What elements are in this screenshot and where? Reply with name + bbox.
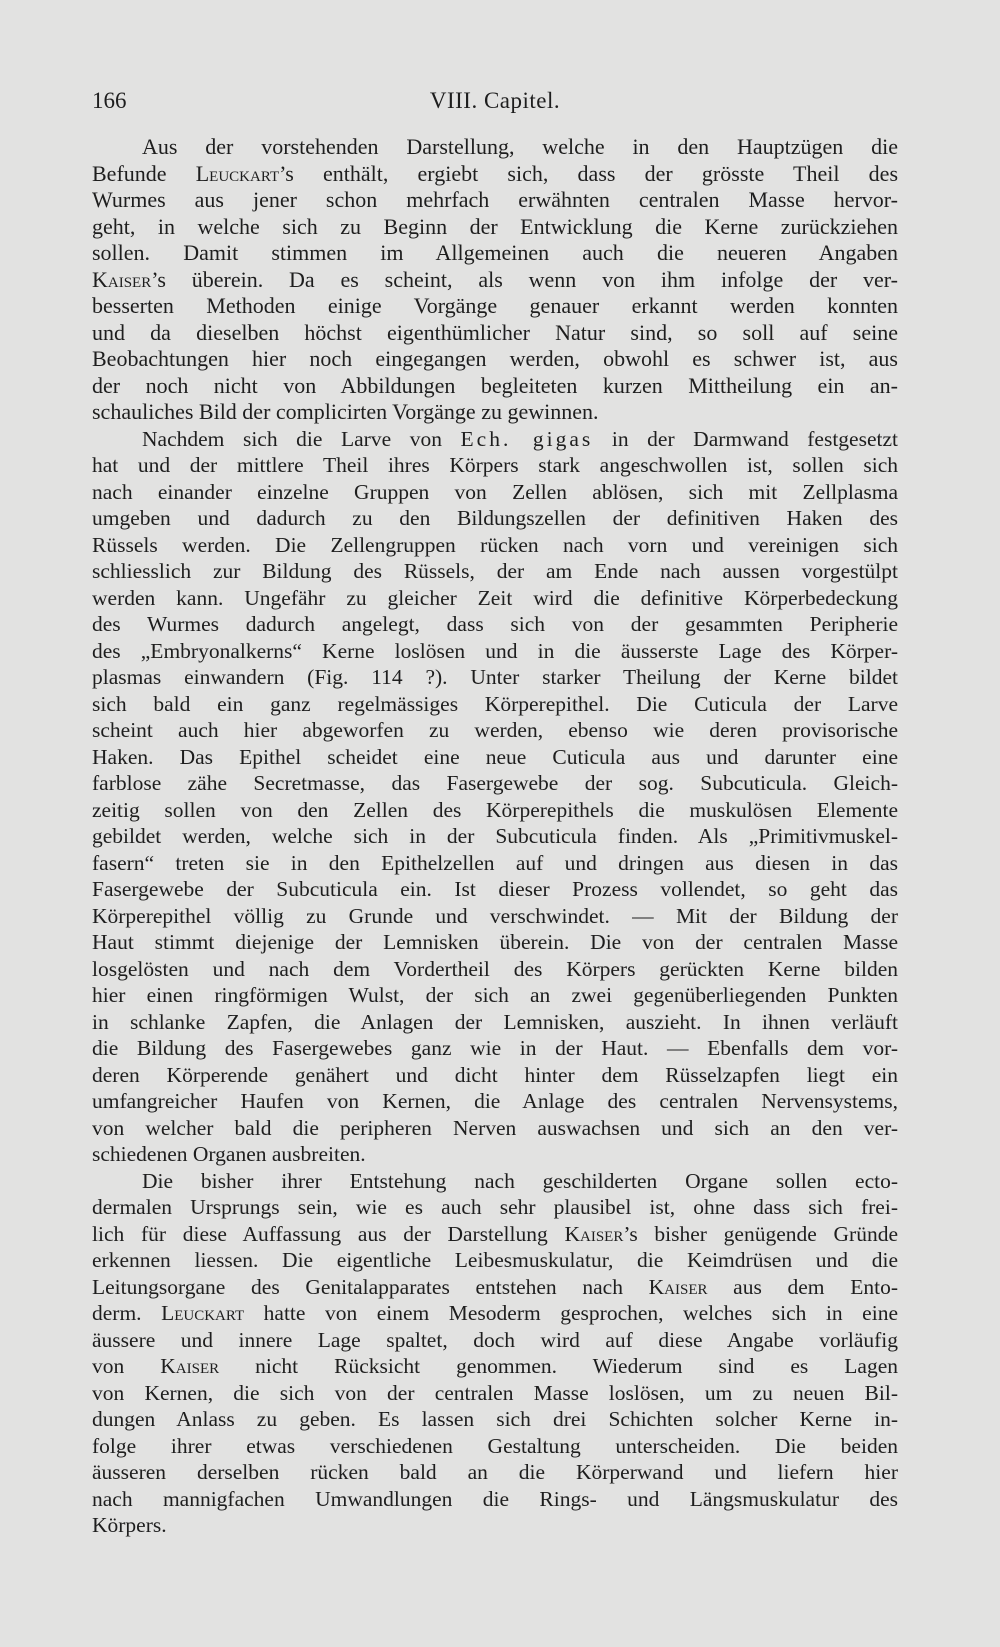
text-line: von welcher bald die peripheren Nerven auswachsen und sich an den ver- (92, 1115, 898, 1140)
running-head (92, 88, 898, 120)
text-line: Befunde Leuckart’s enthält, ergiebt sich, dass der grösste Theil des (92, 160, 899, 186)
text-line: sollen. Damit stimmen im Allgemeinen auch die neueren Angaben (92, 240, 898, 265)
text-line: Haken. Das Epithel scheidet eine neue Cuticula aus und darunter eine (92, 744, 898, 769)
text-line: zeitig sollen von den Zellen des Körperepithels die muskulösen Elemente (92, 797, 898, 822)
text-line: des „Embryonalkerns“ Kerne loslösen und in die äusserste Lage des Körper- (92, 638, 898, 663)
text-line: umfangreicher Haufen von Kernen, die Anlage des centralen Nervensystems, (92, 1089, 898, 1113)
text-line: schliesslich zur Bildung des Rüssels, der am Ende nach aussen vorgestülpt (92, 559, 898, 583)
text-line: derm. Leuckart hatte von einem Mesoderm gesprochen, welches sich in eine (92, 1301, 898, 1325)
text-line: Fasergewebe der Subcuticula ein. Ist dieser Prozess vollendet, so geht das (92, 877, 898, 901)
paragraph-1 (92, 134, 898, 426)
text-line: schauliches Bild der complicirten Vorgänge zu gewinnen. (92, 399, 599, 424)
text-line: schiedenen Organen ausbreiten. (92, 1142, 366, 1166)
author-name-kaiser: Kaiser (160, 1354, 220, 1378)
author-name-leuckart: Leuckart (161, 1301, 245, 1325)
text-line: äussere und innere Lage spaltet, doch wird auf diese Angabe vorläufig (92, 1327, 898, 1352)
text-line: farblose zähe Secretmasse, das Fasergewebe der sog. Subcuticula. Gleich- (92, 771, 898, 795)
text-line: die Bildung des Fasergewebes ganz wie in der Haut. — Ebenfalls dem vor- (92, 1036, 898, 1060)
text-line: nach mannigfachen Umwandlungen die Rings- und Längsmuskulatur des (92, 1486, 898, 1511)
text-line: Wurmes aus jener schon mehrfach erwähnten centralen Masse hervor- (92, 187, 898, 212)
text-line: dungen Anlass zu geben. Es lassen sich drei Schichten solcher Kerne in- (92, 1407, 898, 1431)
text-line: hier einen ringförmigen Wulst, der sich an zwei gegenüberliegenden Punkten (92, 983, 898, 1007)
text-line: nach einander einzelne Gruppen von Zellen ablösen, sich mit Zellplasma (92, 479, 898, 504)
text-line: der noch nicht von Abbildungen begleiteten kurzen Mittheilung ein an- (92, 372, 898, 398)
text-line: hat und der mittlere Theil ihres Körpers stark angeschwollen ist, sollen sich (92, 453, 898, 477)
text-line: scheint auch hier abgeworfen zu werden, ebenso wie deren provisorische (92, 718, 898, 742)
page-number: 166 (92, 88, 127, 113)
text-line: gebildet werden, welche sich in der Subcuticula finden. Als „Primitivmuskel- (92, 824, 898, 848)
text-line: deren Körperende genähert und dicht hinter dem Rüsselzapfen liegt ein (92, 1062, 898, 1087)
text-line: geht, in welche sich zu Beginn der Entwicklung die Kerne zurückziehen (92, 213, 898, 239)
text-line: folge ihrer etwas verschiedenen Gestaltung unterscheiden. Die beiden (92, 1433, 898, 1458)
text-line: losgelösten und nach dem Vordertheil des Körpers gerückten Kerne bilden (92, 956, 898, 981)
text-line: Kaiser’s überein. Da es scheint, als wenn von ihm infolge der ver- (92, 266, 898, 292)
author-name-kaiser: Kaiser (648, 1274, 708, 1299)
species-name: Ech. gigas (460, 426, 594, 451)
text-line: Körpers. (92, 1513, 167, 1537)
text-line: fasern“ treten sie in den Epithelzellen auf und dringen aus diesen in das (92, 850, 898, 875)
paragraph-2 (92, 426, 898, 1168)
text-line: werden kann. Ungefähr zu gleicher Zeit wird die definitive Körperbedeckung (92, 585, 898, 610)
text-line: plasmas einwandern (Fig. 114 ?). Unter starker Theilung der Kerne bildet (92, 665, 898, 689)
text-line: Haut stimmt diejenige der Lemnisken überein. Die von der centralen Masse (92, 930, 898, 954)
author-name-kaiser: Kaiser (564, 1221, 624, 1246)
text-line: von Kernen, die sich von der centralen Masse loslösen, um zu neuen Bil- (92, 1380, 898, 1405)
text-line: und da dieselben höchst eigenthümlicher Natur sind, so soll auf seine (92, 319, 898, 345)
text-line: Nachdem sich die Larve von Ech. gigas in der Darmwand festgesetzt (142, 426, 899, 451)
author-name-kaiser: Kaiser (92, 266, 152, 292)
text-line: in schlanke Zapfen, die Anlagen der Lemnisken, auszieht. In ihnen verläuft (92, 1009, 898, 1034)
text-line: sich bald ein ganz regelmässiges Körperepithel. Die Cuticula der Larve (92, 691, 898, 716)
text-line: Aus der vorstehenden Darstellung, welche in den Hauptzügen die (142, 134, 898, 159)
text-line: Beobachtungen hier noch eingegangen werden, obwohl es schwer ist, aus (92, 346, 898, 371)
paragraph-3 (92, 1168, 898, 1539)
body-text (92, 134, 898, 1539)
text-line: Körperepithel völlig zu Grunde und verschwindet. — Mit der Bildung der (92, 903, 898, 928)
text-line: Leitungsorgane des Genitalapparates entstehen nach Kaiser aus dem Ento- (92, 1274, 898, 1299)
text-line: lich für diese Auffassung aus der Darstellung Kaiser’s bisher genügende Gründe (92, 1221, 898, 1246)
author-name-leuckart: Leuckart (195, 160, 280, 186)
text-line: des Wurmes dadurch angelegt, dass sich von der gesammten Peripherie (92, 612, 898, 636)
text-line: von Kaiser nicht Rücksicht genommen. Wiederum sind es Lagen (92, 1354, 899, 1378)
text-line: besserten Methoden einige Vorgänge genauer erkannt werden konnten (92, 293, 898, 318)
text-line: dermalen Ursprungs sein, wie es auch sehr plausibel ist, ohne dass sich frei- (92, 1195, 898, 1219)
text-line: äusseren derselben rücken bald an die Körperwand und liefern hier (92, 1460, 898, 1484)
text-line: Die bisher ihrer Entstehung nach geschilderten Organe sollen ecto- (142, 1168, 898, 1193)
text-line: erkennen liessen. Die eigentliche Leibesmuskulatur, die Keimdrüsen und die (92, 1248, 898, 1272)
text-line: umgeben und dadurch zu den Bildungszellen der definitiven Haken des (92, 506, 898, 530)
chapter-title: VIII. Capitel. (429, 88, 561, 113)
text-line: Rüssels werden. Die Zellengruppen rücken nach vorn und vereinigen sich (92, 532, 898, 557)
